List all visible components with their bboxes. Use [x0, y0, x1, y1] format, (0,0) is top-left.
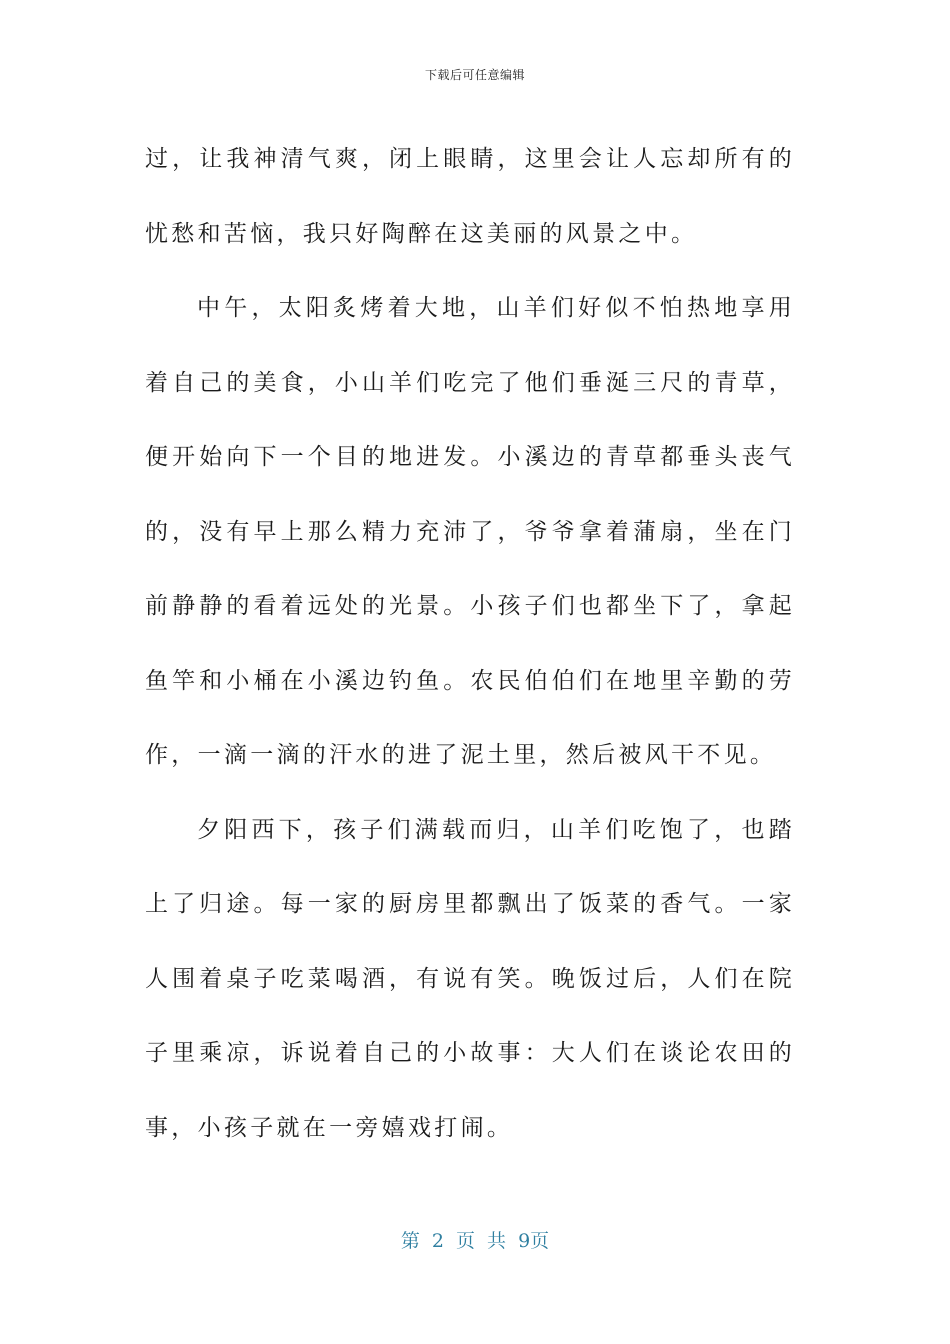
- paragraph-sunset: 夕阳西下，孩子们满载而归，山羊们吃饱了，也踏上了归途。每一家的厨房里都飘出了饭菜的香气。一家人围着桌子吃菜喝酒，有说有笑。晚饭过后，人们在院子里乘凉，诉说着自己的小故事：大人们在谈论农田的事，小孩子就在一旁嬉戏打闹。: [145, 816, 795, 1141]
- page-header: 下载后可任意编辑: [424, 68, 525, 82]
- paragraph-continuation: 过，让我神清气爽，闭上眼睛，这里会让人忘却所有的忧愁和苦恼，我只好陶醉在这美丽的风景之中。: [145, 146, 795, 247]
- document-body: [145, 122, 795, 1165]
- page-footer: 第 2 页 共 9页: [400, 1230, 550, 1252]
- paragraph-noon: 中午，太阳炙烤着大地，山羊们好似不怕热地享用着自己的美食，小山羊们吃完了他们垂涎三尺的青草，便开始向下一个目的地进发。小溪边的青草都垂头丧气的，没有早上那么精力充沛了，爷爷拿着蒲扇，坐在门前静静的看着远处的光景。小孩子们也都坐下了，拿起鱼竿和小桶在小溪边钓鱼。农民伯伯们在地里辛勤的劳作，一滴一滴的汗水的进了泥土里，然后被风干不见。: [145, 295, 795, 768]
